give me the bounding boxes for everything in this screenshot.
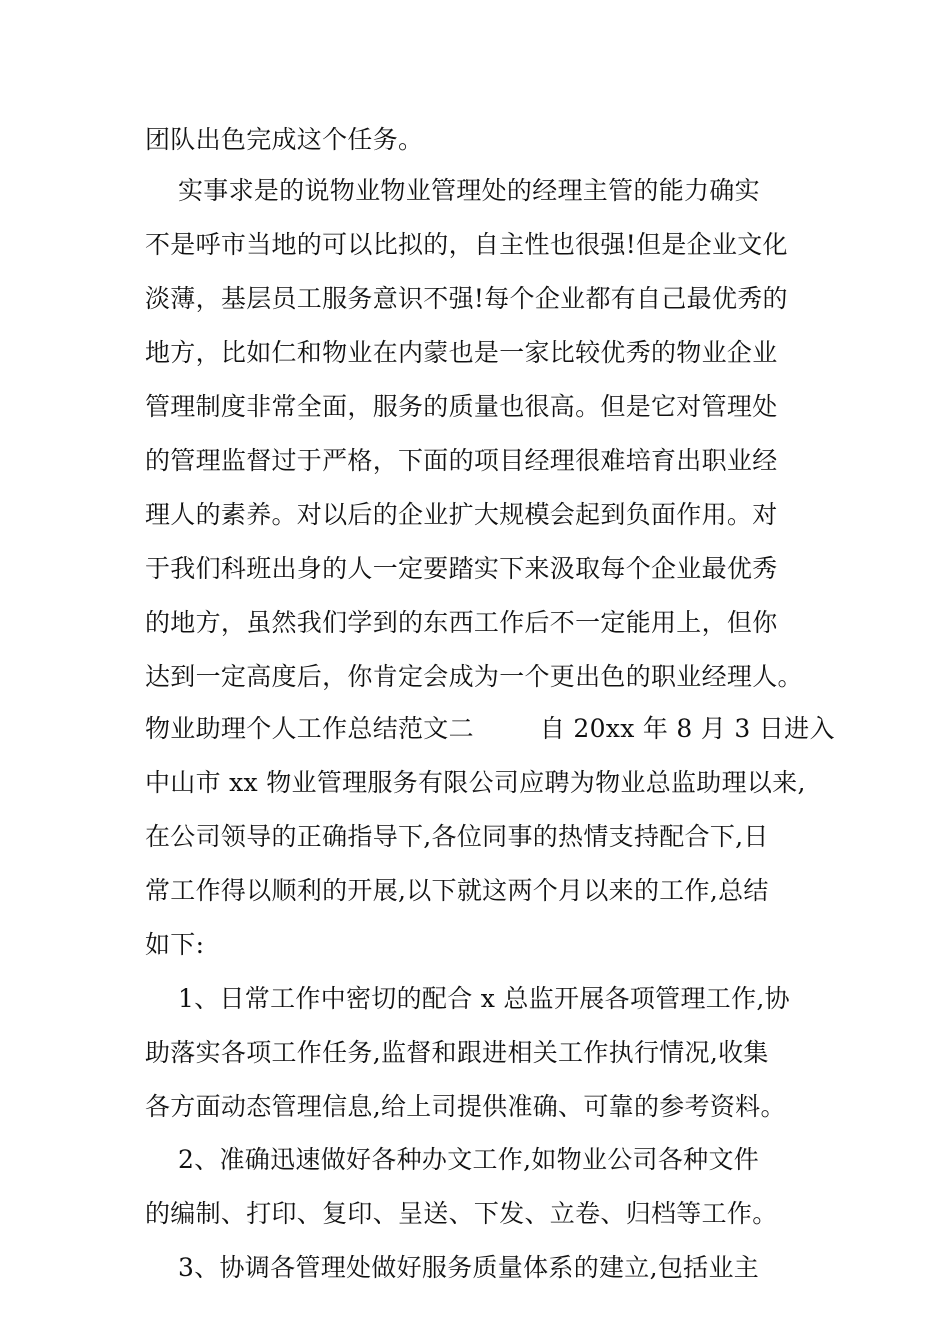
text-line: 管理制度非常全面，服务的质量也很高。但是它对管理处 <box>145 392 778 421</box>
text-line: 1、日常工作中密切的配合 x 总监开展各项管理工作,协 <box>145 984 790 1013</box>
text-line: 的管理监督过于严格，下面的项目经理很难培育出职业经 <box>145 446 778 475</box>
text-line: 于我们科班出身的人一定要踏实下来汲取每个企业最优秀 <box>145 554 778 583</box>
text-line: 2、准确迅速做好各种办文工作,如物业公司各种文件 <box>145 1145 760 1174</box>
text-line: 常工作得以顺利的开展,以下就这两个月以来的工作,总结 <box>145 876 769 905</box>
text-line: 实事求是的说物业物业管理处的经理主管的能力确实 <box>145 176 760 205</box>
text-line: 的编制、打印、复印、呈送、下发、立卷、归档等工作。 <box>145 1199 778 1228</box>
text-line: 中山市 xx 物业管理服务有限公司应聘为物业总监助理以来, <box>145 768 806 797</box>
text-line: 物业助理个人工作总结范文二 自 20xx 年 8 月 3 日进入 <box>145 714 835 743</box>
text-line: 在公司领导的正确指导下,各位同事的热情支持配合下,日 <box>145 822 769 851</box>
text-line: 理人的素养。对以后的企业扩大规模会起到负面作用。对 <box>145 500 778 529</box>
text-line: 助落实各项工作任务,监督和跟进相关工作执行情况,收集 <box>145 1038 769 1067</box>
text-line: 不是呼市当地的可以比拟的，自主性也很强!但是企业文化 <box>145 230 788 259</box>
text-line: 如下: <box>145 930 205 959</box>
text-line: 各方面动态管理信息,给上司提供准确、可靠的参考资料。 <box>145 1092 786 1121</box>
text-line: 的地方，虽然我们学到的东西工作后不一定能用上，但你 <box>145 608 778 637</box>
text-line: 3、协调各管理处做好服务质量体系的建立,包括业主 <box>145 1253 760 1282</box>
text-line: 淡薄，基层员工服务意识不强!每个企业都有自己最优秀的 <box>145 284 788 313</box>
text-line: 达到一定高度后，你肯定会成为一个更出色的职业经理人。 <box>145 662 803 691</box>
text-line: 地方，比如仁和物业在内蒙也是一家比较优秀的物业企业 <box>145 338 778 367</box>
text-line: 团队出色完成这个任务。 <box>145 125 424 154</box>
